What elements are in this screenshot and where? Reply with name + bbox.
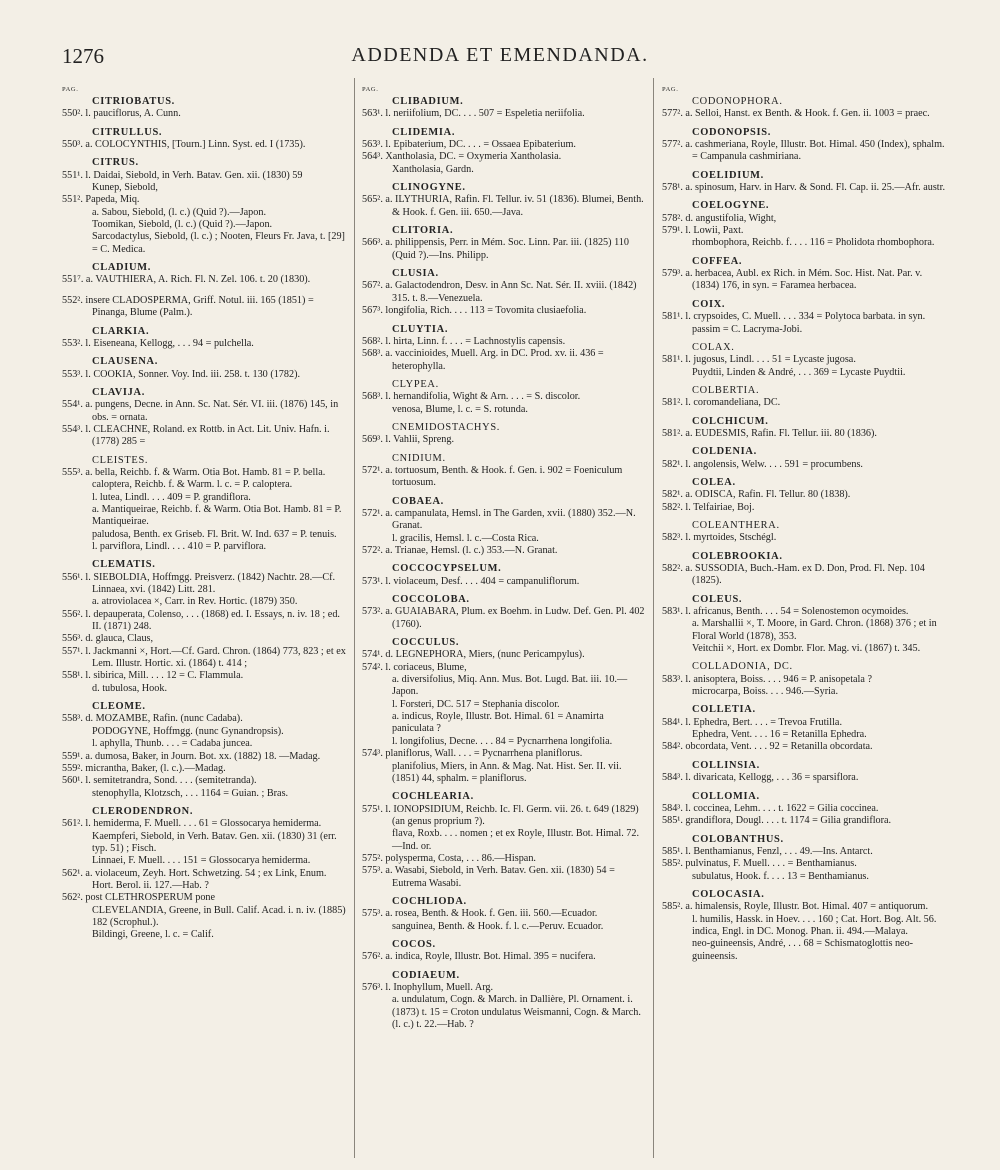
entry-line: 559². micrantha, Baker, (l. c.).—Madag. <box>62 762 226 774</box>
genus-heading: COLEA. <box>692 476 736 488</box>
entry-line: 575³. a. Wasabi, Siebold, in Verh. Batav. Gen. xii. (1830) 54 = Eutrema Wasabi. <box>362 865 618 889</box>
entry-line: 582². a. SUSSODIA, Buch.-Ham. ex D. Don, Prod. Fl. Nep. 104 (1825). <box>662 563 928 587</box>
entry-line: 583¹. l. africanus, Benth. . . . 54 = Solenostemon ocymoides. <box>662 606 909 618</box>
entry-line: Ephedra, Vent. . . . 16 = Retanilla Ephedra. <box>692 729 867 741</box>
entry-line: 573¹. l. violaceum, Desf. . . . 404 = campanuliflorum. <box>362 575 580 587</box>
entry-line: a. Marshallii ×, T. Moore, in Gard. Chron. (1868) 376 ; et in Floral World (1878), 353. <box>692 618 940 642</box>
entry-line: 581¹. l. jugosus, Lindl. . . . 51 = Lycaste jugosa. <box>662 354 856 366</box>
entry-line: a. indicus, Royle, Illustr. Bot. Himal. 61 = Anamirta paniculata ? <box>392 711 607 735</box>
genus-heading: CLERODENDRON. <box>92 805 194 817</box>
entry-line: 550³. a. COLOCYNTHIS, [Tourn.] Linn. Syst. ed. I (1735). <box>62 139 306 151</box>
genus-heading: CLEMATIS. <box>92 559 156 571</box>
entry-line: 551⁷. a. VAUTHIERA, A. Rich. Fl. N. Zel. 106. t. 20 (1830). <box>62 274 311 286</box>
entry-line: 581². l. coromandeliana, DC. <box>662 397 781 409</box>
genus-heading: COLLADONIA, DC. <box>692 661 793 673</box>
entry-line: 576². a. indica, Royle, Illustr. Bot. Himal. 395 = nucifera. <box>362 951 596 963</box>
entry-line: Kunep, Siebold, <box>92 182 158 194</box>
block-spacer <box>62 287 346 295</box>
entry-line: 568³. a. vaccinioides, Muell. Arg. in DC. Prod. xv. ii. 436 = heterophylla. <box>362 348 607 372</box>
entry-line: 584². obcordata, Vent. . . . 92 = Retanilla obcordata. <box>662 741 873 753</box>
entry-line: a. undulatum, Cogn. & March. in Dallière, Pl. Ornament. i. (1873) t. 15 = Croton undulatus Weismanni, Cogn. & March. (l. c.) t. 22.—Hab. ? <box>392 994 644 1031</box>
entry-line: caloptera, Reichb. f. & Warm. l. c. = P. caloptera. <box>92 479 293 491</box>
entry-line: Veitchii ×, Hort. ex Dombr. Flor. Mag. vi. (1867) t. 345. <box>692 643 921 655</box>
genus-heading: CITRIOBATUS. <box>92 96 175 107</box>
pag-label: PAG. <box>62 86 79 93</box>
genus-heading: COBAEA. <box>392 495 444 507</box>
entry-line: 584³. l. coccinea, Lehm. . . . t. 1622 = Gilia coccinea. <box>662 802 879 814</box>
genus-heading: COCHLIODA. <box>392 895 467 907</box>
entry-line: a. Mantiqueirae, Reichb. f. & Warm. Otia Bot. Hamb. 81 = P. Mantiqueirae. <box>92 503 345 528</box>
entry-line: 572². a. Trianae, Hemsl. (l. c.) 353.—N. Granat. <box>362 545 558 556</box>
entry-line: stenophylla, Klotzsch, . . . 1164 = Guian. ; Bras. <box>92 787 289 799</box>
genus-heading: CLYPEA. <box>392 378 439 390</box>
entry-line: 575². polysperma, Costa, . . . 86.—Hispan. <box>362 852 536 864</box>
entry-line: Toomikan, Siebold, (l. c.) (Quid ?).—Japon. <box>92 219 273 231</box>
entry-line: 585¹. grandiflora, Dougl. . . . t. 1174 = Gilia grandiflora. <box>662 815 892 827</box>
entry-line: 582³. l. myrtoides, Stschégl. <box>662 532 777 544</box>
entry-line: Xantholasia, Gardn. <box>392 163 474 175</box>
genus-heading: COCCULUS. <box>392 637 460 649</box>
entry-line: 582². l. Telfairiae, Boj. <box>662 501 755 513</box>
entry-line: neo-guineensis, André, . . . 68 = Schismatoglottis neo-guineensis. <box>692 938 914 962</box>
entry-line: l. aphylla, Thunb. . . . = Cadaba juncea. <box>92 738 253 750</box>
genus-heading: COLCHICUM. <box>692 415 769 427</box>
entry-line: d. tubulosa, Hook. <box>92 682 167 694</box>
entry-line: Sarcodactylus, Siebold, (l. c.) ; Nooten, Fleurs Fr. Java, t. [29] = C. Medica. <box>92 231 348 255</box>
genus-heading: CLIDEMIA. <box>392 126 456 138</box>
entry-line: 581². a. EUDESMIS, Rafin. Fl. Tellur. iii. 80 (1836). <box>662 427 877 439</box>
entry-line: 563³. l. Epibaterium, DC. . . . = Ossaea Epibaterium. <box>362 139 576 151</box>
entry-line: 574³. planiflorus, Wall. . . . = Pycnarrhena planiflorus. <box>362 748 583 760</box>
entry-line: 551¹. l. Daidai, Siebold, in Verh. Batav. Gen. xii. (1830) 59 <box>62 169 303 181</box>
genus-heading: CLADIUM. <box>92 262 151 274</box>
entry-line: 556². l. depauperata, Colenso, . . . (1868) ed. I. Essays, n. iv. 18 ; ed. II. (1871) 248. <box>62 608 343 633</box>
genus-heading: CLUSIA. <box>392 268 439 280</box>
genus-heading: COLEUS. <box>692 593 743 605</box>
entry-line: l. longifolius, Decne. . . . 84 = Pycnarrhena longifolia. <box>392 735 613 747</box>
genus-heading: CODONOPSIS. <box>692 126 772 138</box>
genus-heading: CLEOME. <box>92 701 146 713</box>
text-column-3 <box>662 86 950 1162</box>
entry-line: 574². l. coriaceus, Blume, <box>362 661 467 673</box>
entry-line: a. diversifolius, Miq. Ann. Mus. Bot. Lugd. Bat. iii. 10.—Japon. <box>392 674 628 698</box>
entry-line: 554¹. a. pungens, Decne. in Ann. Sc. Nat. Sér. VI. iii. (1876) 145, in obs. = ornata. <box>62 399 341 423</box>
genus-heading: COCOS. <box>392 938 436 950</box>
genus-heading: COLOCASIA. <box>692 888 765 900</box>
page-number: 1276 <box>62 44 104 68</box>
genus-heading: CLAUSENA. <box>92 356 159 368</box>
entry-line: flava, Roxb. . . . nomen ; et ex Royle, Illustr. Bot. Himal. 72.—Ind. or. <box>392 828 640 852</box>
entry-line: 556³. d. glauca, Claus, <box>62 633 154 645</box>
entry-line: 569³. l. Vahlii, Spreng. <box>362 434 455 446</box>
genus-heading: COELOGYNE. <box>692 200 770 212</box>
entry-line: Puydtii, Linden & André, . . . 369 = Lycaste Puydtii. <box>692 366 906 378</box>
genus-heading: CNEMIDOSTACHYS. <box>392 421 501 433</box>
entry-line: 554³. l. CLEACHNE, Roland. ex Rottb. in Act. Lit. Univ. Hafn. i. (1778) 285 = <box>62 423 333 448</box>
genus-heading: COLEANTHERA. <box>692 519 780 531</box>
entry-line: 578². d. angustifolia, Wight, <box>662 212 777 224</box>
entry-line: Bildingi, Greene, l. c. = Calif. <box>92 929 214 941</box>
entry-line: 584¹. l. Ephedra, Bert. . . . = Trevoa Frutilla. <box>662 716 842 728</box>
genus-heading: CITRULLUS. <box>92 126 163 138</box>
entry-line: 557¹. l. Jackmanni ×, Hort.—Cf. Gard. Chron. (1864) 773, 823 ; et ex Lem. Illustr. Hortic. xi. (1864) t. 414 ; <box>62 645 349 670</box>
entry-line: a. Sabou, Siebold, (l. c.) (Quid ?).—Japon. <box>92 206 267 218</box>
entry-line: 551². Papeda, Miq. <box>62 194 140 206</box>
entry-line: 555³. a. bella, Reichb. f. & Warm. Otia Bot. Hamb. 81 = P. bella. <box>62 466 326 478</box>
column-divider <box>653 78 654 1158</box>
text-column-2 <box>362 86 646 1162</box>
genus-heading: COLEBROOKIA. <box>692 550 783 562</box>
genus-heading: COCCOCYPSELUM. <box>392 563 502 575</box>
genus-heading: COLBERTIA. <box>692 384 760 396</box>
entry-line: Linnaei, F. Muell. . . . 151 = Glossocarya hemiderma. <box>92 855 311 867</box>
entry-line: sanguinea, Benth. & Hook. f. l. c.—Peruv. Ecuador. <box>392 920 604 932</box>
entry-line: indica, Engl. in DC. Monog. Phan. ii. 494.—Malaya. <box>692 925 908 937</box>
entry-line: a. atroviolacea ×, Carr. in Rev. Hortic. (1879) 350. <box>92 596 298 608</box>
entry-line: 562¹. a. violaceum, Zeyh. Hort. Schwetzing. 54 ; ex Link, Enum. Hort. Berol. ii. 127.—Hab. ? <box>62 867 330 891</box>
genus-heading: COLLETIA. <box>692 704 756 716</box>
genus-heading: CLARKIA. <box>92 325 150 337</box>
genus-heading: COLAX. <box>692 341 735 353</box>
entry-line: 579³. a. herbacea, Aubl. ex Rich. in Mém. Soc. Hist. Nat. Par. v. (1834) 176, in syn. = Faramea herbacea. <box>662 268 925 292</box>
genus-heading: CITRUS. <box>92 157 139 169</box>
entry-line: 577². a. cashmeriana, Royle, Illustr. Bot. Himal. 450 (Index), sphalm. = Campanula cashmiriana. <box>662 139 948 163</box>
entry-line: Kaempferi, Siebold, in Verh. Batav. Gen. xii. (1830) 31 (err. typ. 51) ; Fisch. <box>92 830 340 854</box>
entry-line: 565². a. ILYTHURIA, Rafin. Fl. Tellur. iv. 51 (1836). Blumei, Benth. & Hook. f. Gen. iii. 650.—Java. <box>362 194 647 218</box>
entry-line: 585². a. himalensis, Royle, Illustr. Bot. Himal. 407 = antiquorum. <box>662 901 929 913</box>
entry-line: 572¹. a. tortuosum, Benth. & Hook. f. Gen. i. 902 = Foeniculum tortuosum. <box>362 464 625 489</box>
entry-line: 582¹. l. angolensis, Welw. . . . 591 = procumbens. <box>662 458 863 470</box>
genus-heading: CLIBADIUM. <box>392 96 464 107</box>
entry-line: 552². insere CLADOSPERMA, Griff. Notul. iii. 165 (1851) = Pinanga, Blume (Palm.). <box>62 294 317 319</box>
entry-line: 577². a. Selloi, Hanst. ex Benth. & Hook. f. Gen. ii. 1003 = praec. <box>662 108 930 120</box>
entry-line: 579¹. l. Lowii, Paxt. <box>662 225 744 237</box>
entry-line: 553³. l. COOKIA, Sonner. Voy. Ind. iii. 258. t. 130 (1782). <box>62 368 301 380</box>
entry-line: paludosa, Benth. ex Griseb. Fl. Brit. W. Ind. 637 = P. tenuis. <box>92 528 337 540</box>
entry-line: 558¹. l. sibirica, Mill. . . . 12 = C. Flammula. <box>62 670 244 682</box>
entry-line: l. Forsteri, DC. 517 = Stephania discolor. <box>392 698 560 710</box>
genus-heading: COLLOMIA. <box>692 790 760 802</box>
running-head: ADDENDA ET EMENDANDA. <box>351 44 649 66</box>
entry-line: 574¹. d. LEGNEPHORA, Miers, (nunc Pericampylus). <box>362 649 585 661</box>
entry-line: microcarpa, Boiss. . . . 946.—Syria. <box>692 686 838 698</box>
entry-line: 567³. longifolia, Rich. . . . 113 = Tovomita clusiaefolia. <box>362 305 587 317</box>
genus-heading: CLAVIJA. <box>92 386 146 398</box>
entry-line: 575³. a. rosea, Benth. & Hook. f. Gen. iii. 560.—Ecuador. <box>362 908 598 920</box>
genus-heading: COIX. <box>692 298 726 310</box>
entry-line: 564³. Xantholasia, DC. = Oxymeria Xantholasia. <box>362 151 562 163</box>
entry-line: planifolius, Miers, in Ann. & Mag. Nat. Hist. Ser. II. vii. (1851) 44, sphalm. = planiflorus. <box>392 760 625 784</box>
entry-line: PODOGYNE, Hoffmgg. (nunc Gynandropsis). <box>92 725 284 737</box>
genus-heading: COCCOLOBA. <box>392 594 470 606</box>
entry-line: 583³. l. anisoptera, Boiss. . . . 946 = P. anisopetala ? <box>662 673 872 685</box>
entry-line: 558³. d. MOZAMBE, Rafin. (nunc Cadaba). <box>62 713 243 725</box>
entry-line: 562². post CLETHROSPERUM pone <box>62 892 216 904</box>
genus-heading: CNIDIUM. <box>392 452 446 464</box>
text-column-1 <box>62 86 349 1162</box>
entry-line: subulatus, Hook. f. . . . 13 = Benthamianus. <box>692 870 869 882</box>
genus-heading: COFFEA. <box>692 255 743 267</box>
genus-heading: COELIDIUM. <box>692 169 764 181</box>
genus-heading: CLUYTIA. <box>392 323 449 335</box>
entry-line: 573². a. GUAIABARA, Plum. ex Boehm. in Ludw. Def. Gen. Pl. 402 (1760). <box>362 606 648 630</box>
entry-line: 567². a. Galactodendron, Desv. in Ann Sc. Nat. Sér. II. xviii. (1842) 315. t. 8.—Venezuela. <box>362 280 640 304</box>
entry-line: 560¹. l. semitetrandra, Sond. . . . (semitetranda). <box>62 775 257 787</box>
entry-line: 550². l. pauciflorus, A. Cunn. <box>62 108 181 120</box>
entry-line: l. lutea, Lindl. . . . 409 = P. grandiflora. <box>92 491 251 503</box>
entry-line: 575¹. l. IONOPSIDIUM, Reichb. Ic. Fl. Germ. vii. 26. t. 649 (1829) (an genus proprium ?). <box>362 803 642 827</box>
genus-heading: CLEISTES. <box>92 454 149 466</box>
entry-line: 568². l. hirta, Linn. f. . . . = Lachnostylis capensis. <box>362 335 566 347</box>
genus-heading: COLOBANTHUS. <box>692 833 784 845</box>
genus-heading: CLITORIA. <box>392 225 454 237</box>
genus-heading: CODIAEUM. <box>392 969 460 981</box>
entry-line: 559¹. a. dumosa, Baker, in Journ. Bot. xx. (1882) 18. —Madag. <box>62 750 321 762</box>
genus-heading: COCHLEARIA. <box>392 791 474 803</box>
entry-line: 581¹. l. crypsoides, C. Muell. . . . 334 = Polytoca barbata. in syn. passim = C. Lacryma-Jobi. <box>662 311 928 335</box>
entry-line: CLEVELANDIA, Greene, in Bull. Calif. Acad. i. n. iv. (1885) 182 (Scrophul.). <box>92 904 349 928</box>
entry-line: 556¹. l. SIEBOLDIA, Hoffmgg. Preisverz. (1842) Nachtr. 28.—Cf. Linnaea, xvi. (1842) Litt. 281. <box>62 571 338 596</box>
entry-line: 568³. l. hernandifolia, Wight & Arn. . . . = S. discolor. <box>362 391 581 403</box>
pag-label: PAG. <box>662 86 679 93</box>
genus-heading: CODONOPHORA. <box>692 96 783 107</box>
entry-line: 572¹. a. campanulata, Hemsl. in The Garden, xvii. (1880) 352.—N. Granat. <box>362 507 639 532</box>
entry-line: rhombophora, Reichb. f. . . . 116 = Pholidota rhombophora. <box>692 237 935 249</box>
entry-line: venosa, Blume, l. c. = S. rotunda. <box>392 403 528 415</box>
entry-line: l. parviflora, Lindl. . . . 410 = P. parviflora. <box>92 541 267 552</box>
entry-line: 563¹. l. neriifolium, DC. . . . 507 = Espeletia neriifolia. <box>362 108 585 120</box>
entry-line: l. gracilis, Hemsl. l. c.—Costa Rica. <box>392 532 539 544</box>
entry-line: 578¹. a. spinosum, Harv. in Harv. & Sond. Fl. Cap. ii. 25.—Afr. austr. <box>662 182 946 194</box>
genus-heading: COLDENIA. <box>692 446 757 458</box>
genus-heading: COLLINSIA. <box>692 759 760 771</box>
entry-line: 582¹. a. ODISCA, Rafin. Fl. Tellur. 80 (1838). <box>662 489 851 501</box>
pag-label: PAG. <box>362 86 379 93</box>
entry-line: l. humilis, Hassk. in Hoev. . . . 160 ; Cat. Hort. Bog. Alt. 56. <box>692 913 937 925</box>
entry-line: 566³. a. philippensis, Perr. in Mém. Soc. Linn. Par. iii. (1825) 110 (Quid ?).—Ins. Philipp. <box>362 237 632 261</box>
entry-line: 561². l. hemiderma, F. Muell. . . . 61 = Glossocarya hemiderma. <box>62 818 322 830</box>
entry-line: 553². l. Eiseneana, Kellogg, . . . 94 = pulchella. <box>62 337 254 349</box>
entry-line: 584³. l. divaricata, Kellogg, . . . 36 = sparsiflora. <box>662 772 859 784</box>
entry-line: 585¹. l. Benthamianus, Fenzl, . . . 49.—Ins. Antarct. <box>662 845 873 857</box>
entry-line: 576³. l. Inophyllum, Muell. Arg. <box>362 982 494 993</box>
entry-line: 585². pulvinatus, F. Muell. . . . = Benthamianus. <box>662 858 857 870</box>
column-divider <box>354 78 355 1158</box>
genus-heading: CLINOGYNE. <box>392 182 466 194</box>
